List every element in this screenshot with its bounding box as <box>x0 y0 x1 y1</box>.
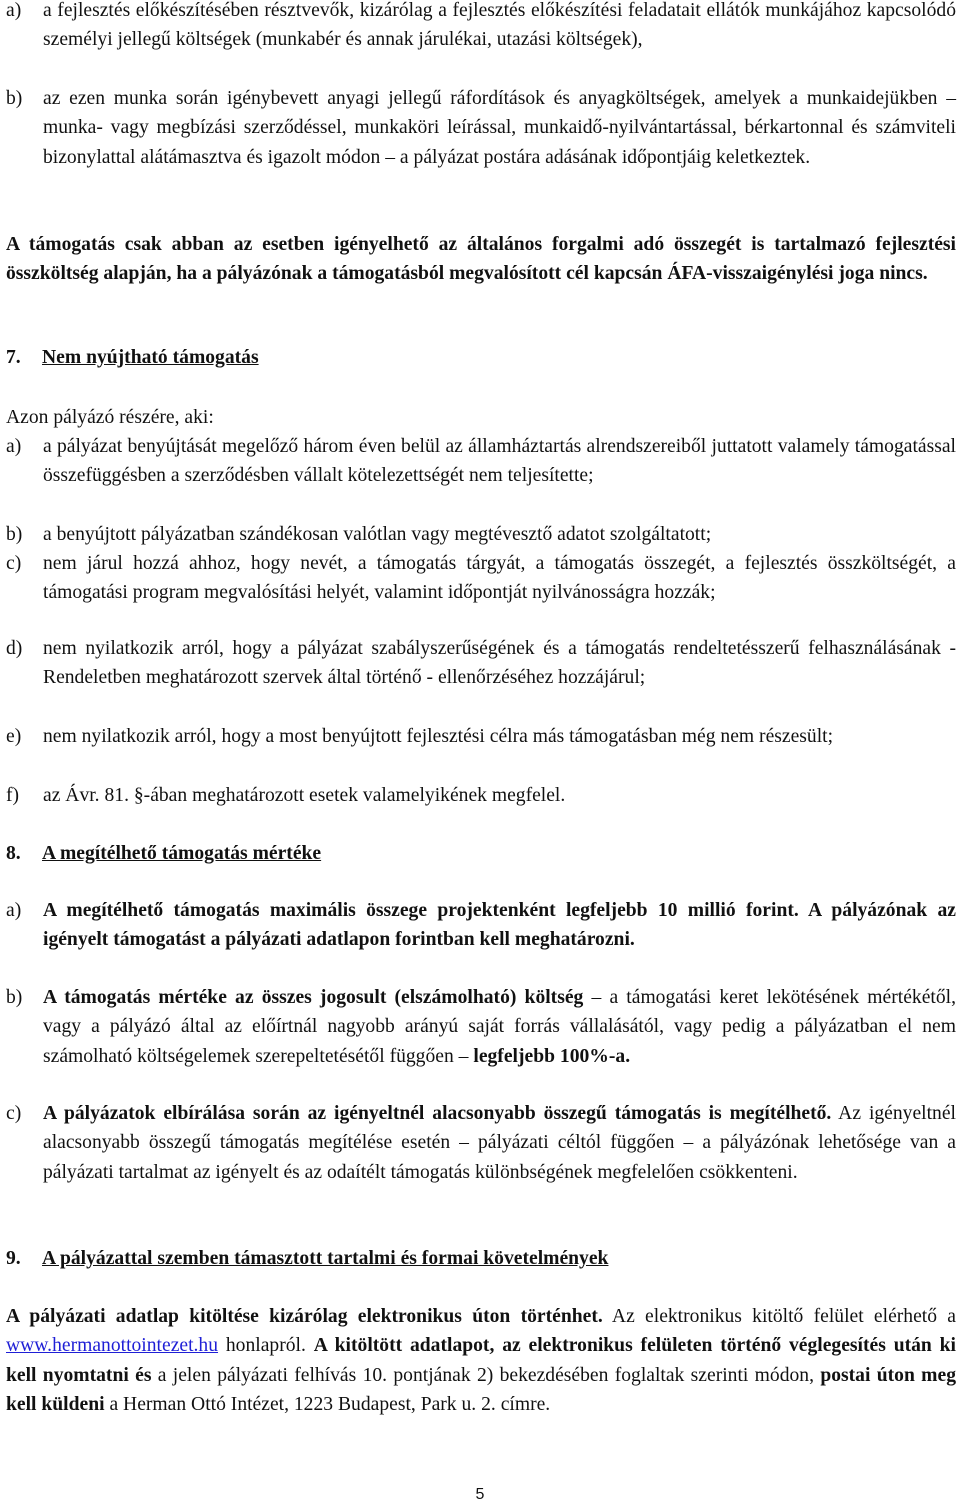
list-item <box>6 781 956 810</box>
list-marker: d) <box>6 638 23 659</box>
list-marker: a) <box>6 900 22 921</box>
emphasis-text: postai úton meg kell küldeni <box>6 1364 956 1416</box>
list-item <box>6 520 956 549</box>
list-item <box>6 0 956 55</box>
list-item-text: nem járul hozzá ahhoz, hogy nevét, a támogatás tárgyát, a támogatás összegét, a fejlesztés összköltségét, a támogatási program megvalósítási helyét, valamint időpontját nyilvánosságra hozzák; <box>43 553 956 604</box>
list-item-text <box>43 1099 956 1187</box>
list-item-text: a fejlesztés előkészítésében résztvevők, kizárólag a fejlesztés előkészítési feladatait ellátók munkájához kapcsolódó személyi jellegű költségek (munkabér és annak járulékai, utazási költségek), <box>43 0 956 51</box>
list-marker: b) <box>6 987 23 1008</box>
list-marker: c) <box>6 1103 22 1124</box>
emphasis-text: A pályázatok elbírálása során az igényeltnél alacsonyabb összegű támogatás is megítélhető. <box>43 1103 832 1124</box>
list-item-text: nem nyilatkozik arról, hogy a most benyújtott fejlesztési célra más támogatásban még nem részesült; <box>43 726 834 747</box>
list-item <box>6 549 956 608</box>
list-item <box>6 722 956 751</box>
section-heading-7 <box>6 343 259 372</box>
list-item-text: az Ávr. 81. §-ában meghatározott esetek valamelyikének megfelel. <box>43 785 566 806</box>
list-marker: b) <box>6 88 23 109</box>
section-heading-8 <box>6 839 321 868</box>
section-number: 9. <box>6 1248 21 1269</box>
section9-paragraph <box>6 1302 956 1420</box>
list-item-text: A megítélhető támogatás maximális összege projektenként legfeljebb 10 millió forint. A pályázónak az igényelt támogatást a pályázati adatlapon forintban kell meghatározni. <box>43 900 956 951</box>
list-marker: b) <box>6 524 23 545</box>
body-text: – a támogatási keret lekötésének mértékétől, vagy a pályázó által az előírtnál nagyobb arányú saját forrás vállalásától, vagy pedig a pályázatban el nem számolható költségelemek szerepeltetésétől függően – <box>43 987 956 1067</box>
list-item <box>6 432 956 491</box>
body-text: Az elektronikus kitöltő felület elérhető a <box>602 1306 956 1327</box>
body-text: a Herman Ottó Intézet, 1223 Budapest, Park u. 2. címre. <box>104 1394 551 1416</box>
section-title: A megítélhető támogatás mértéke <box>42 843 322 864</box>
section-number: 8. <box>6 843 21 864</box>
section-title: Nem nyújtható támogatás <box>42 347 259 368</box>
list-item <box>6 84 956 172</box>
list-item-text: nem nyilatkozik arról, hogy a pályázat szabályszerűségének és a támogatás rendeltetésszerű felhasználásának - Rendeletben meghatározott szervek által történő - ellenőrzéséhez hozzájárul; <box>43 638 956 689</box>
list-item-text <box>43 983 956 1071</box>
emphasis-text: A támogatás mértéke az összes jogosult (elszámolható) költség <box>43 987 584 1008</box>
body-text: a jelen pályázati felhívás 10. pontjának 2) bekezdésében foglaltak szerinti módon, <box>151 1364 821 1386</box>
list-item-text: az ezen munka során igénybevett anyagi jellegű ráfordítások és anyagköltségek, amelyek a munkaidejükben – munka- vagy megbízási szerződéssel, munkaköri leírással, munkaidő-nyilvántartással, bérkartonnal és számviteli bizonylattal alátámasztva és igazolt módon – a pályázat postára adásának időpontjáig keletkeztek. <box>43 88 956 168</box>
section-intro: Azon pályázó részére, aki: <box>6 407 214 428</box>
list-marker: f) <box>6 785 20 806</box>
list-item <box>6 896 956 955</box>
list-item <box>6 634 956 693</box>
list-item-text: a pályázat benyújtását megelőző három éven belül az államháztartás alrendszereiből juttatott valamely támogatással összefüggésben a szerződésben vállalt kötelezettségét nem teljesítette; <box>43 436 956 487</box>
section-number: 7. <box>6 347 21 368</box>
list-item <box>6 1099 956 1187</box>
vat-note: A támogatás csak abban az esetben igényelhető az általános forgalmi adó összegét is tartalmazó fejlesztési összköltség alapján, ha a pályázónak a támogatásból megvalósított cél kapcsán ÁFA-visszaigénylési joga nincs. <box>6 234 956 285</box>
list-marker: a) <box>6 0 22 21</box>
list-marker: e) <box>6 726 22 747</box>
list-marker: c) <box>6 553 22 574</box>
website-link[interactable]: www.hermanottointezet.hu <box>6 1335 219 1357</box>
section-heading-9 <box>6 1244 608 1273</box>
list-item <box>6 983 956 1071</box>
body-text: Az igényeltnél alacsonyabb összegű támogatás megítélése esetén – pályázati céltól függően – a pályázónak lehetősége van a pályázati tartalmat az igényelt és az odaítélt támogatás különbségének megfelelően csökkenteni. <box>43 1103 956 1183</box>
section-title: A pályázattal szemben támasztott tartalmi és formai követelmények <box>42 1248 609 1269</box>
emphasis-text: legfeljebb 100%-a. <box>473 1045 631 1067</box>
body-text: honlapról. <box>218 1335 314 1357</box>
emphasis-text: A kitöltött adatlapot, az elektronikus felületen történő véglegesítés után ki kell nyomtatni és <box>6 1335 956 1386</box>
page-number: 5 <box>475 1486 485 1503</box>
list-item-text: a benyújtott pályázatban szándékosan valótlan vagy megtévesztő adatot szolgáltatott; <box>43 524 712 545</box>
list-marker: a) <box>6 436 22 457</box>
emphasis-text: A pályázati adatlap kitöltése kizárólag elektronikus úton történhet. <box>6 1306 603 1327</box>
